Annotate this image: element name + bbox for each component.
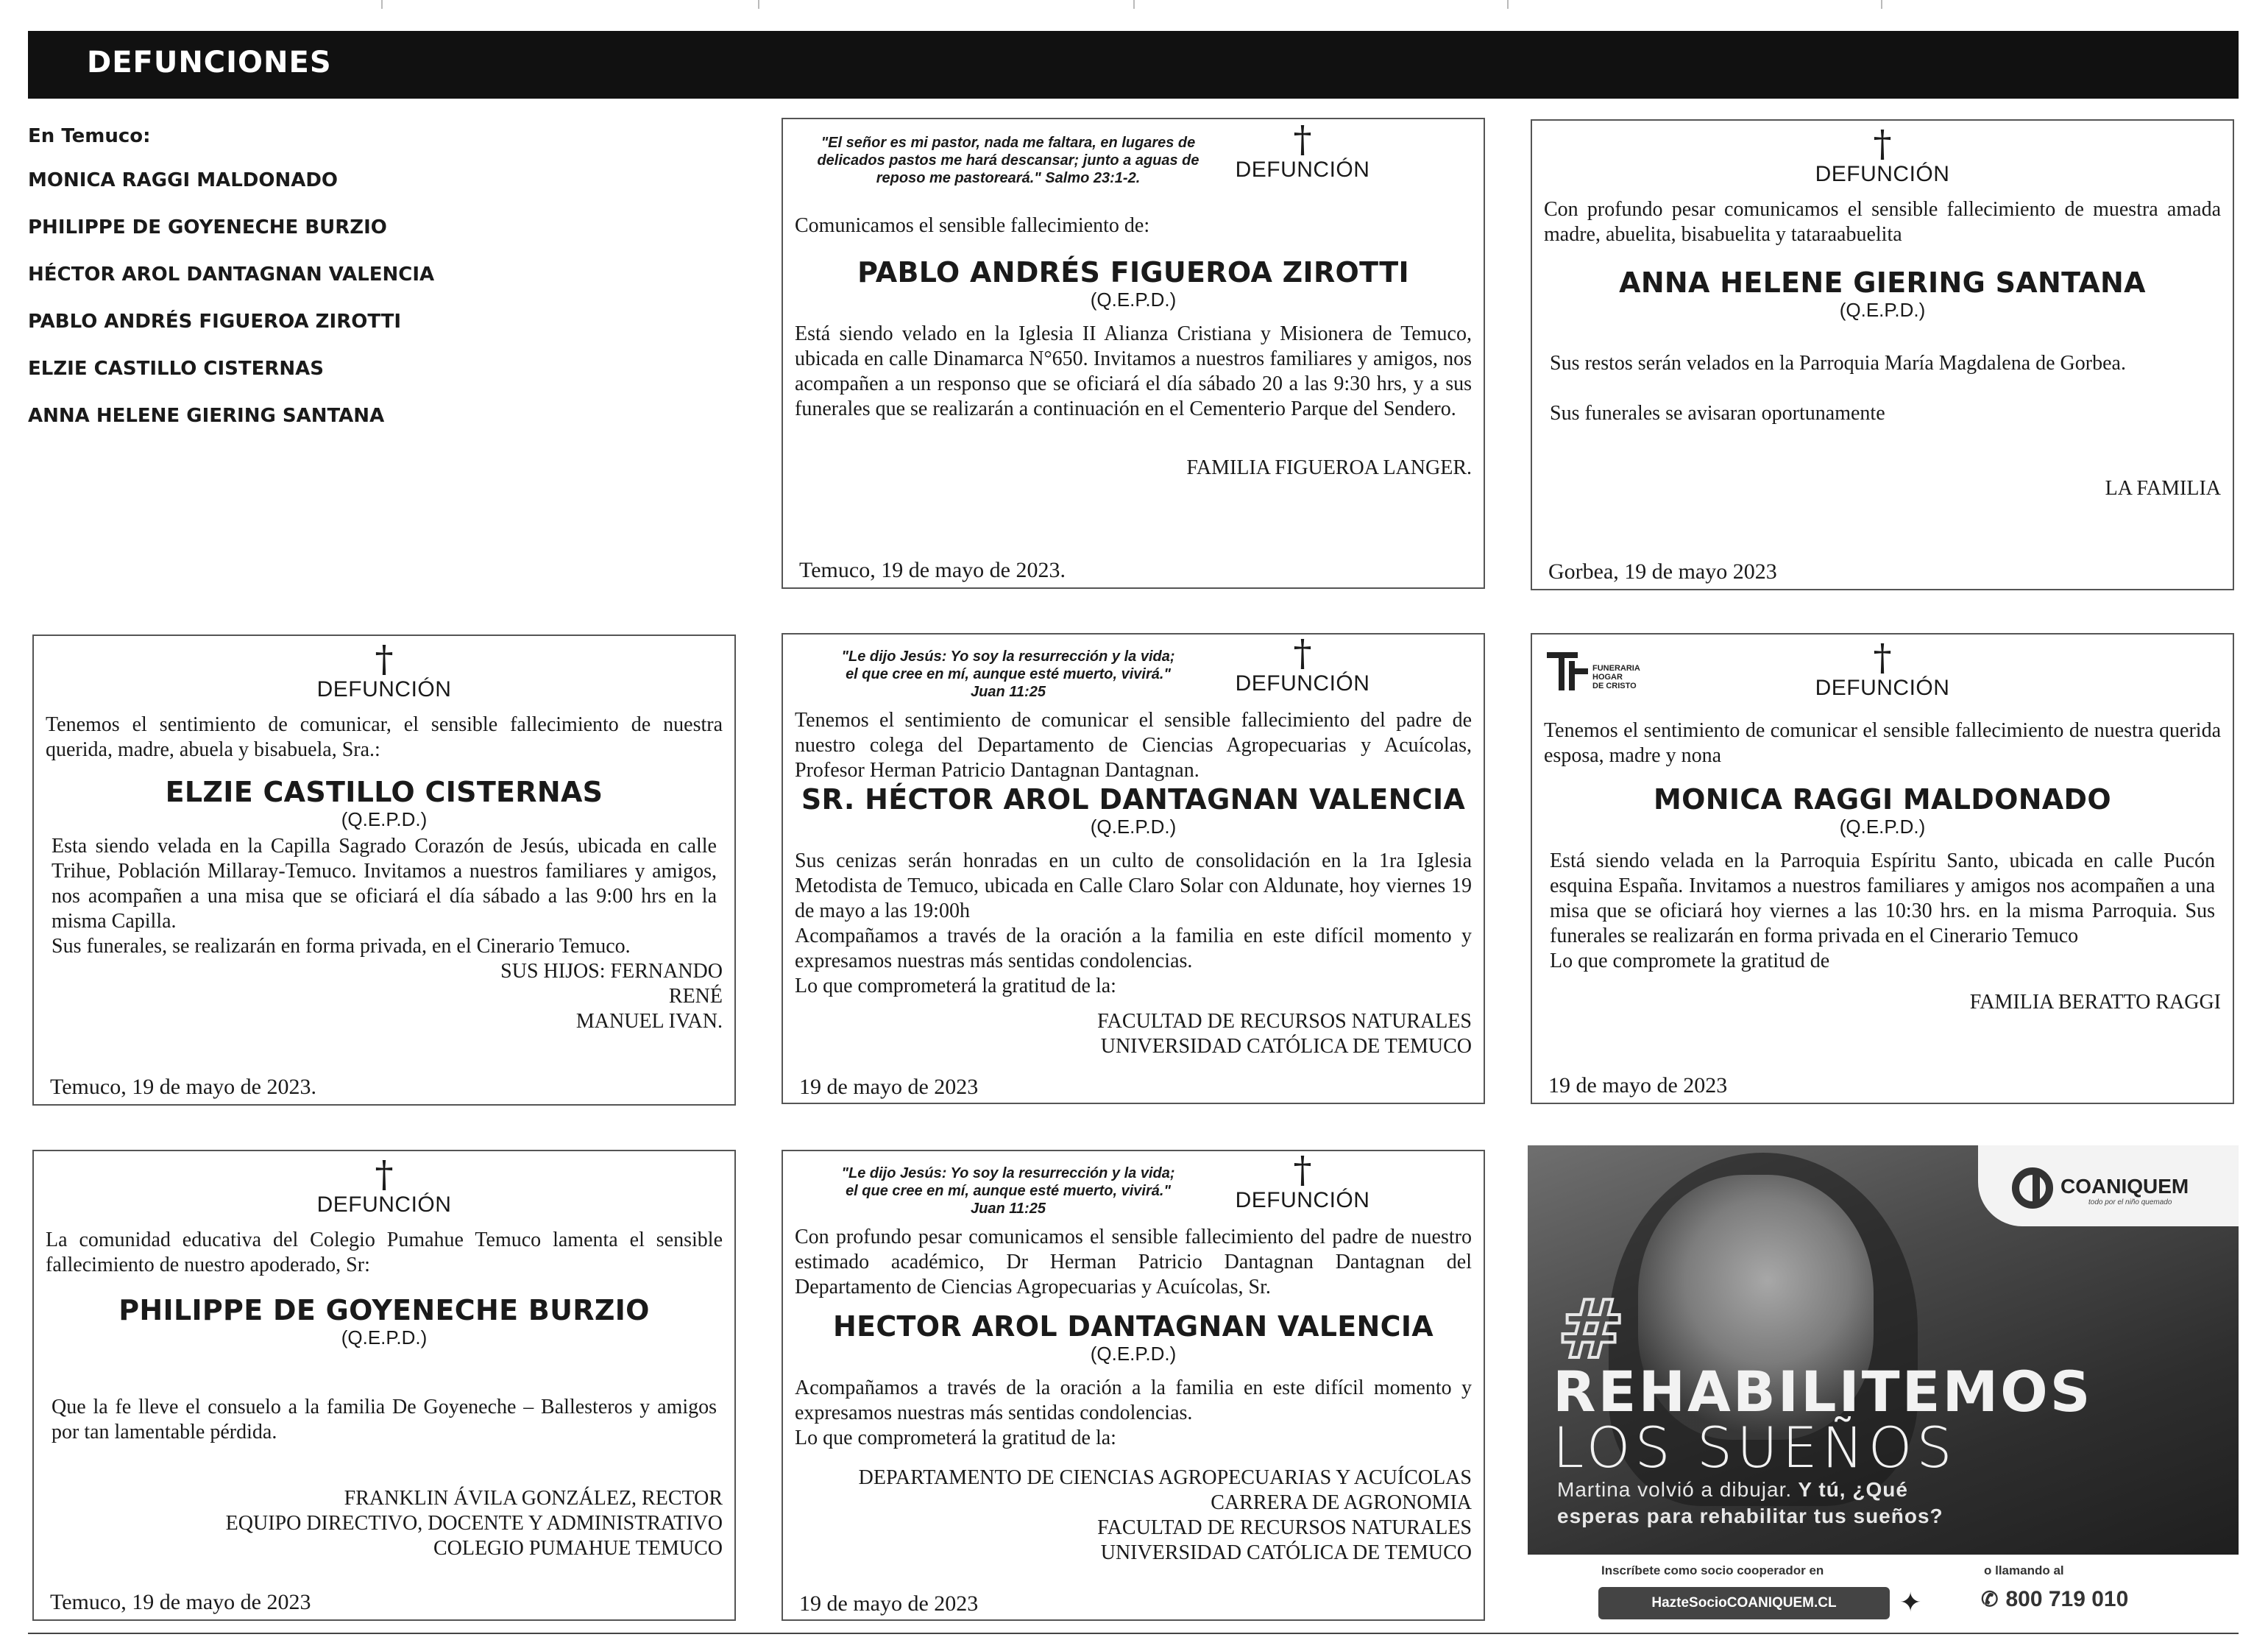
notice-heading-block: [1222, 632, 1383, 707]
cross-icon: †: [375, 637, 394, 680]
notice-figueroa: [782, 118, 1485, 589]
notice-signature: FRANKLIN ÁVILA GONZÁLEZ, RECTOR: [344, 1487, 723, 1510]
logo-bar: [1559, 652, 1564, 690]
notice-dantagnan-ucat: [782, 633, 1485, 1104]
qepd-label: (Q.E.P.D.): [1839, 299, 1926, 321]
cross-icon: †: [1873, 122, 1892, 165]
notice-signature: MANUEL IVAN.: [575, 1010, 723, 1033]
qepd-label: (Q.E.P.D.): [341, 1326, 428, 1349]
qepd-label: (Q.E.P.D.): [1839, 816, 1926, 838]
notice-heading: DEFUNCIÓN: [1235, 1188, 1370, 1212]
cross-icon: †: [1293, 118, 1312, 160]
tick: [1881, 0, 1882, 9]
ad-phone-number: 800 719 010: [2005, 1587, 2129, 1611]
notice-signature: FAMILIA BERATTO RAGGI: [1969, 991, 2221, 1014]
index-name: ANNA HELENE GIERING SANTANA: [28, 405, 385, 427]
notice-heading-block: [1222, 118, 1383, 193]
notice-signature: FACULTAD DE RECURSOS NATURALES: [1097, 1010, 1472, 1033]
ad-headline: LOS SUEÑOS: [1553, 1415, 1957, 1480]
notice-intro: La comunidad educativa del Colegio Pumahue Temuco lamenta el sensible fallecimiento de nuestro apoderado, Sr:: [46, 1229, 723, 1276]
verse-line: "Le dijo Jesús: Yo soy la resurrección y la vida;: [841, 648, 1175, 665]
logo-bar: [1569, 661, 1575, 690]
deceased-name: HECTOR AROL DANTAGNAN VALENCIA: [833, 1310, 1434, 1343]
notice-raggi: [1531, 633, 2234, 1104]
qepd-label: (Q.E.P.D.): [1090, 289, 1177, 311]
notice-verse: [809, 648, 1207, 701]
notice-intro: Con profundo pesar comunicamos el sensible fallecimiento de muestra amada madre, abuelita, bisabuelita y tataraabuelita: [1544, 198, 2221, 246]
deceased-name: ELZIE CASTILLO CISTERNAS: [165, 776, 603, 808]
notice-body: Esta siendo velada en la Capilla Sagrado Corazón de Jesús, ubicada en calle Trihue, Población Millaray-Temuco. Invitamos a nuestros familiares y amigos, nos acompañen a una misa que se oficiará el día sábado a las 9:00 hrs en la misma Capilla.: [52, 835, 717, 933]
notice-signature: SUS HIJOS: FERNANDO: [500, 960, 723, 983]
notice-top: [795, 632, 1472, 708]
deceased-name: PABLO ANDRÉS FIGUEROA ZIROTTI: [857, 256, 1409, 289]
notice-intro: Tenemos el sentimiento de comunicar el sensible fallecimiento del padre de nuestro colega del Departamento de Ciencias Agropecuarias y Acuícolas, Profesor Herman Patricio Dantagnan Dantagnan.: [795, 709, 1472, 782]
notice-date: Gorbea, 19 de mayo 2023: [1548, 559, 1777, 584]
deceased-name: PHILIPPE DE GOYENECHE BURZIO: [118, 1294, 650, 1326]
index-name: MONICA RAGGI MALDONADO: [28, 169, 339, 191]
notice-body: Que la fe lleve el consuelo a la familia De Goyeneche – Ballesteros y amigos por tan lamentable pérdida.: [52, 1396, 717, 1443]
tick: [758, 0, 759, 9]
notice-giering: [1531, 119, 2234, 590]
notice-date: Temuco, 19 de mayo de 2023.: [50, 1075, 316, 1099]
cursor-click-icon: ✦: [1899, 1587, 1922, 1617]
logo-line: FUNERARIA: [1592, 664, 1640, 673]
index-name: PABLO ANDRÉS FIGUEROA ZIROTTI: [28, 311, 402, 333]
notice-signature: DEPARTAMENTO DE CIENCIAS AGROPECUARIAS Y ACUÍCOLAS: [858, 1466, 1472, 1489]
ad-signup-text: Inscríbete como socio cooperador en: [1601, 1563, 1824, 1577]
notice-signature: COLEGIO PUMAHUE TEMUCO: [433, 1537, 723, 1560]
qepd-label: (Q.E.P.D.): [1090, 1343, 1177, 1365]
notice-heading: DEFUNCIÓN: [316, 1192, 452, 1217]
deceased-name: SR. HÉCTOR AROL DANTAGNAN VALENCIA: [801, 783, 1466, 816]
coaniquem-logo-icon: [2012, 1167, 2053, 1209]
notice-top: [795, 1148, 1472, 1225]
notice-date: 19 de mayo de 2023: [799, 1075, 979, 1099]
notice-signature: FACULTAD DE RECURSOS NATURALES: [1097, 1516, 1472, 1539]
section-header: [28, 31, 2239, 99]
notice-date: Temuco, 19 de mayo de 2023.: [799, 558, 1066, 582]
tick: [1133, 0, 1135, 9]
ad-call-text: o llamando al: [1984, 1563, 2064, 1577]
ad-photo: [1528, 1145, 2239, 1555]
notice-verse: "El señor es mi pastor, nada me faltara, en lugares de delicados pastos me hará descansar; junto a aguas de reposo me pastoreará." Salmo 23:1-2.: [817, 135, 1199, 186]
notice-heading: DEFUNCIÓN: [1815, 676, 1950, 700]
notice-body: Está siendo velado en la Iglesia II Alianza Cristiana y Misionera de Temuco, ubicada en calle Dinamarca N°650. Invitamos a nuestros familiares y amigos, nos acompañen a un responso que se oficiará el día sábado 20 a las 9:30 hrs, y a sus funerales que se realizarán a continuación en el Cementerio Parque del Sendero.: [795, 322, 1472, 420]
index-location: En Temuco:: [28, 125, 151, 147]
phone-icon: ✆: [1981, 1588, 1999, 1611]
death-index: [28, 125, 690, 452]
index-name: PHILIPPE DE GOYENECHE BURZIO: [28, 216, 387, 238]
ad-website-button[interactable]: HazteSocioCOANIQUEM.CL: [1598, 1587, 1890, 1619]
verse-line: el que cree en mí, aunque esté muerto, vivirá.": [846, 666, 1171, 682]
coaniquem-logo: [1978, 1145, 2239, 1226]
coaniquem-advertisement[interactable]: [1528, 1145, 2239, 1631]
cross-icon: †: [1293, 632, 1312, 674]
ad-subline: [1557, 1478, 1908, 1502]
notice-signature: RENÉ: [668, 985, 723, 1008]
notice-body: Sus restos serán velados en la Parroquia María Magdalena de Gorbea.: [1550, 352, 2126, 375]
ad-subline-part: Martina volvió a dibujar.: [1557, 1478, 1793, 1501]
ad-subline-part: Y tú, ¿Qué: [1792, 1478, 1908, 1501]
notice-body: Acompañamos a través de la oración a la familia en este difícil momento y expresamos nuestras más sentidas condolencias.: [795, 925, 1472, 972]
logo-bar: [1569, 668, 1588, 674]
notice-intro: Comunicamos el sensible fallecimiento de:: [795, 214, 1150, 237]
notice-heading: DEFUNCIÓN: [1235, 671, 1370, 696]
index-name: ELZIE CASTILLO CISTERNAS: [28, 358, 324, 380]
notice-heading: DEFUNCIÓN: [1815, 162, 1950, 186]
verse-line: "Le dijo Jesús: Yo soy la resurrección y la vida;: [841, 1165, 1175, 1181]
notice-intro: Tenemos el sentimiento de comunicar el sensible fallecimiento de nuestra querida esposa, madre y nona: [1544, 719, 2221, 767]
logo-line: DE CRISTO: [1592, 682, 1637, 690]
notice-castillo: [32, 635, 736, 1106]
notice-heading-block: [1222, 1148, 1383, 1223]
verse-line: el que cree en mí, aunque esté muerto, vivirá.": [846, 1183, 1171, 1199]
qepd-label: (Q.E.P.D.): [1090, 816, 1177, 838]
hashtag-icon: #: [1557, 1282, 1626, 1376]
tick: [1507, 0, 1509, 9]
notice-verse: [809, 1164, 1207, 1217]
notice-intro: Con profundo pesar comunicamos el sensible fallecimiento del padre de nuestro estimado académico, Dr Herman Patricio Dantagnan Dantagnan del Departamento de Ciencias Agropecuarias y Acuícolas, Sr.: [795, 1226, 1472, 1298]
notice-body: Está siendo velada en la Parroquia Espíritu Santo, ubicada en calle Pucón esquina España. Invitamos a nuestros familiares y amigos nos acompañen a una misa que se oficiará hoy viernes a las 10:30 hrs. en la misma Parroquia. Sus funerales se realizarán en forma privada en el Cinerario Temuco: [1550, 849, 2215, 947]
notice-body: Sus funerales se avisaran oportunamente: [1550, 402, 1885, 425]
notice-body: Sus cenizas serán honradas en un culto de consolidación en la 1ra Iglesia Metodista de Temuco, ubicada en Calle Claro Solar con Aldunate, hoy viernes 19 de mayo a las 19:00h: [795, 849, 1472, 922]
notice-date: 19 de mayo de 2023: [1548, 1073, 1728, 1098]
funeraria-logo-text: [1592, 664, 1640, 690]
notice-body: Lo que comprometerá la gratitud de la:: [795, 1427, 1116, 1449]
funeraria-logo: [1547, 646, 1640, 705]
notice-signature: UNIVERSIDAD CATÓLICA DE TEMUCO: [1100, 1541, 1472, 1564]
ad-subline: esperas para rehabilitar tus sueños?: [1557, 1505, 1943, 1527]
verse-line: Juan 11:25: [971, 1201, 1046, 1217]
coaniquem-brand: COANIQUEM: [2060, 1175, 2189, 1198]
notice-top: [795, 119, 1472, 213]
notice-dantagnan-academic: [782, 1150, 1485, 1621]
notice-intro: Tenemos el sentimiento de comunicar, el sensible fallecimiento de nuestra querida, madre, abuela y bisabuela, Sra.:: [46, 713, 723, 761]
logo-line: HOGAR: [1592, 673, 1623, 682]
notice-signature: UNIVERSIDAD CATÓLICA DE TEMUCO: [1100, 1035, 1472, 1058]
tick: [381, 0, 383, 9]
top-column-ticks: [0, 0, 2268, 9]
notice-body: Lo que comprometerá la gratitud de la:: [795, 975, 1116, 997]
verse-line: Juan 11:25: [971, 684, 1046, 700]
qepd-label: (Q.E.P.D.): [341, 808, 428, 830]
ad-phone[interactable]: [1981, 1587, 2128, 1612]
notice-body: Sus funerales, se realizarán en forma privada, en el Cinerario Temuco.: [52, 935, 631, 958]
bottom-rule: [28, 1633, 2239, 1634]
notice-signature: FAMILIA FIGUEROA LANGER.: [1186, 456, 1472, 479]
cross-icon: †: [1873, 636, 1892, 679]
deceased-name: ANNA HELENE GIERING SANTANA: [1619, 266, 2146, 299]
notice-body: Acompañamos a través de la oración a la familia en este difícil momento y expresamos nuestras más sentidas condolencias.: [795, 1376, 1472, 1424]
section-title: DEFUNCIONES: [87, 46, 332, 79]
notice-date: 19 de mayo de 2023: [799, 1591, 979, 1616]
deceased-name: MONICA RAGGI MALDONADO: [1654, 783, 2111, 816]
notice-goyeneche: [32, 1150, 736, 1621]
cross-icon: †: [1293, 1148, 1312, 1191]
notice-body: Lo que compromete la gratitud de: [1550, 950, 1830, 972]
notice-date: Temuco, 19 de mayo de 2023: [50, 1590, 311, 1614]
notice-heading: DEFUNCIÓN: [1235, 158, 1370, 182]
index-name: HÉCTOR AROL DANTAGNAN VALENCIA: [28, 264, 435, 286]
coaniquem-tagline: todo por el niño quemado: [2088, 1198, 2172, 1206]
ad-headline: REHABILITEMOS: [1553, 1359, 2093, 1424]
notice-signature: LA FAMILIA: [2105, 477, 2221, 500]
notice-heading: DEFUNCIÓN: [316, 677, 452, 701]
notice-signature: CARRERA DE AGRONOMIA: [1211, 1491, 1472, 1514]
notice-signature: EQUIPO DIRECTIVO, DOCENTE Y ADMINISTRATIVO: [225, 1512, 723, 1535]
cross-icon: †: [375, 1153, 394, 1195]
